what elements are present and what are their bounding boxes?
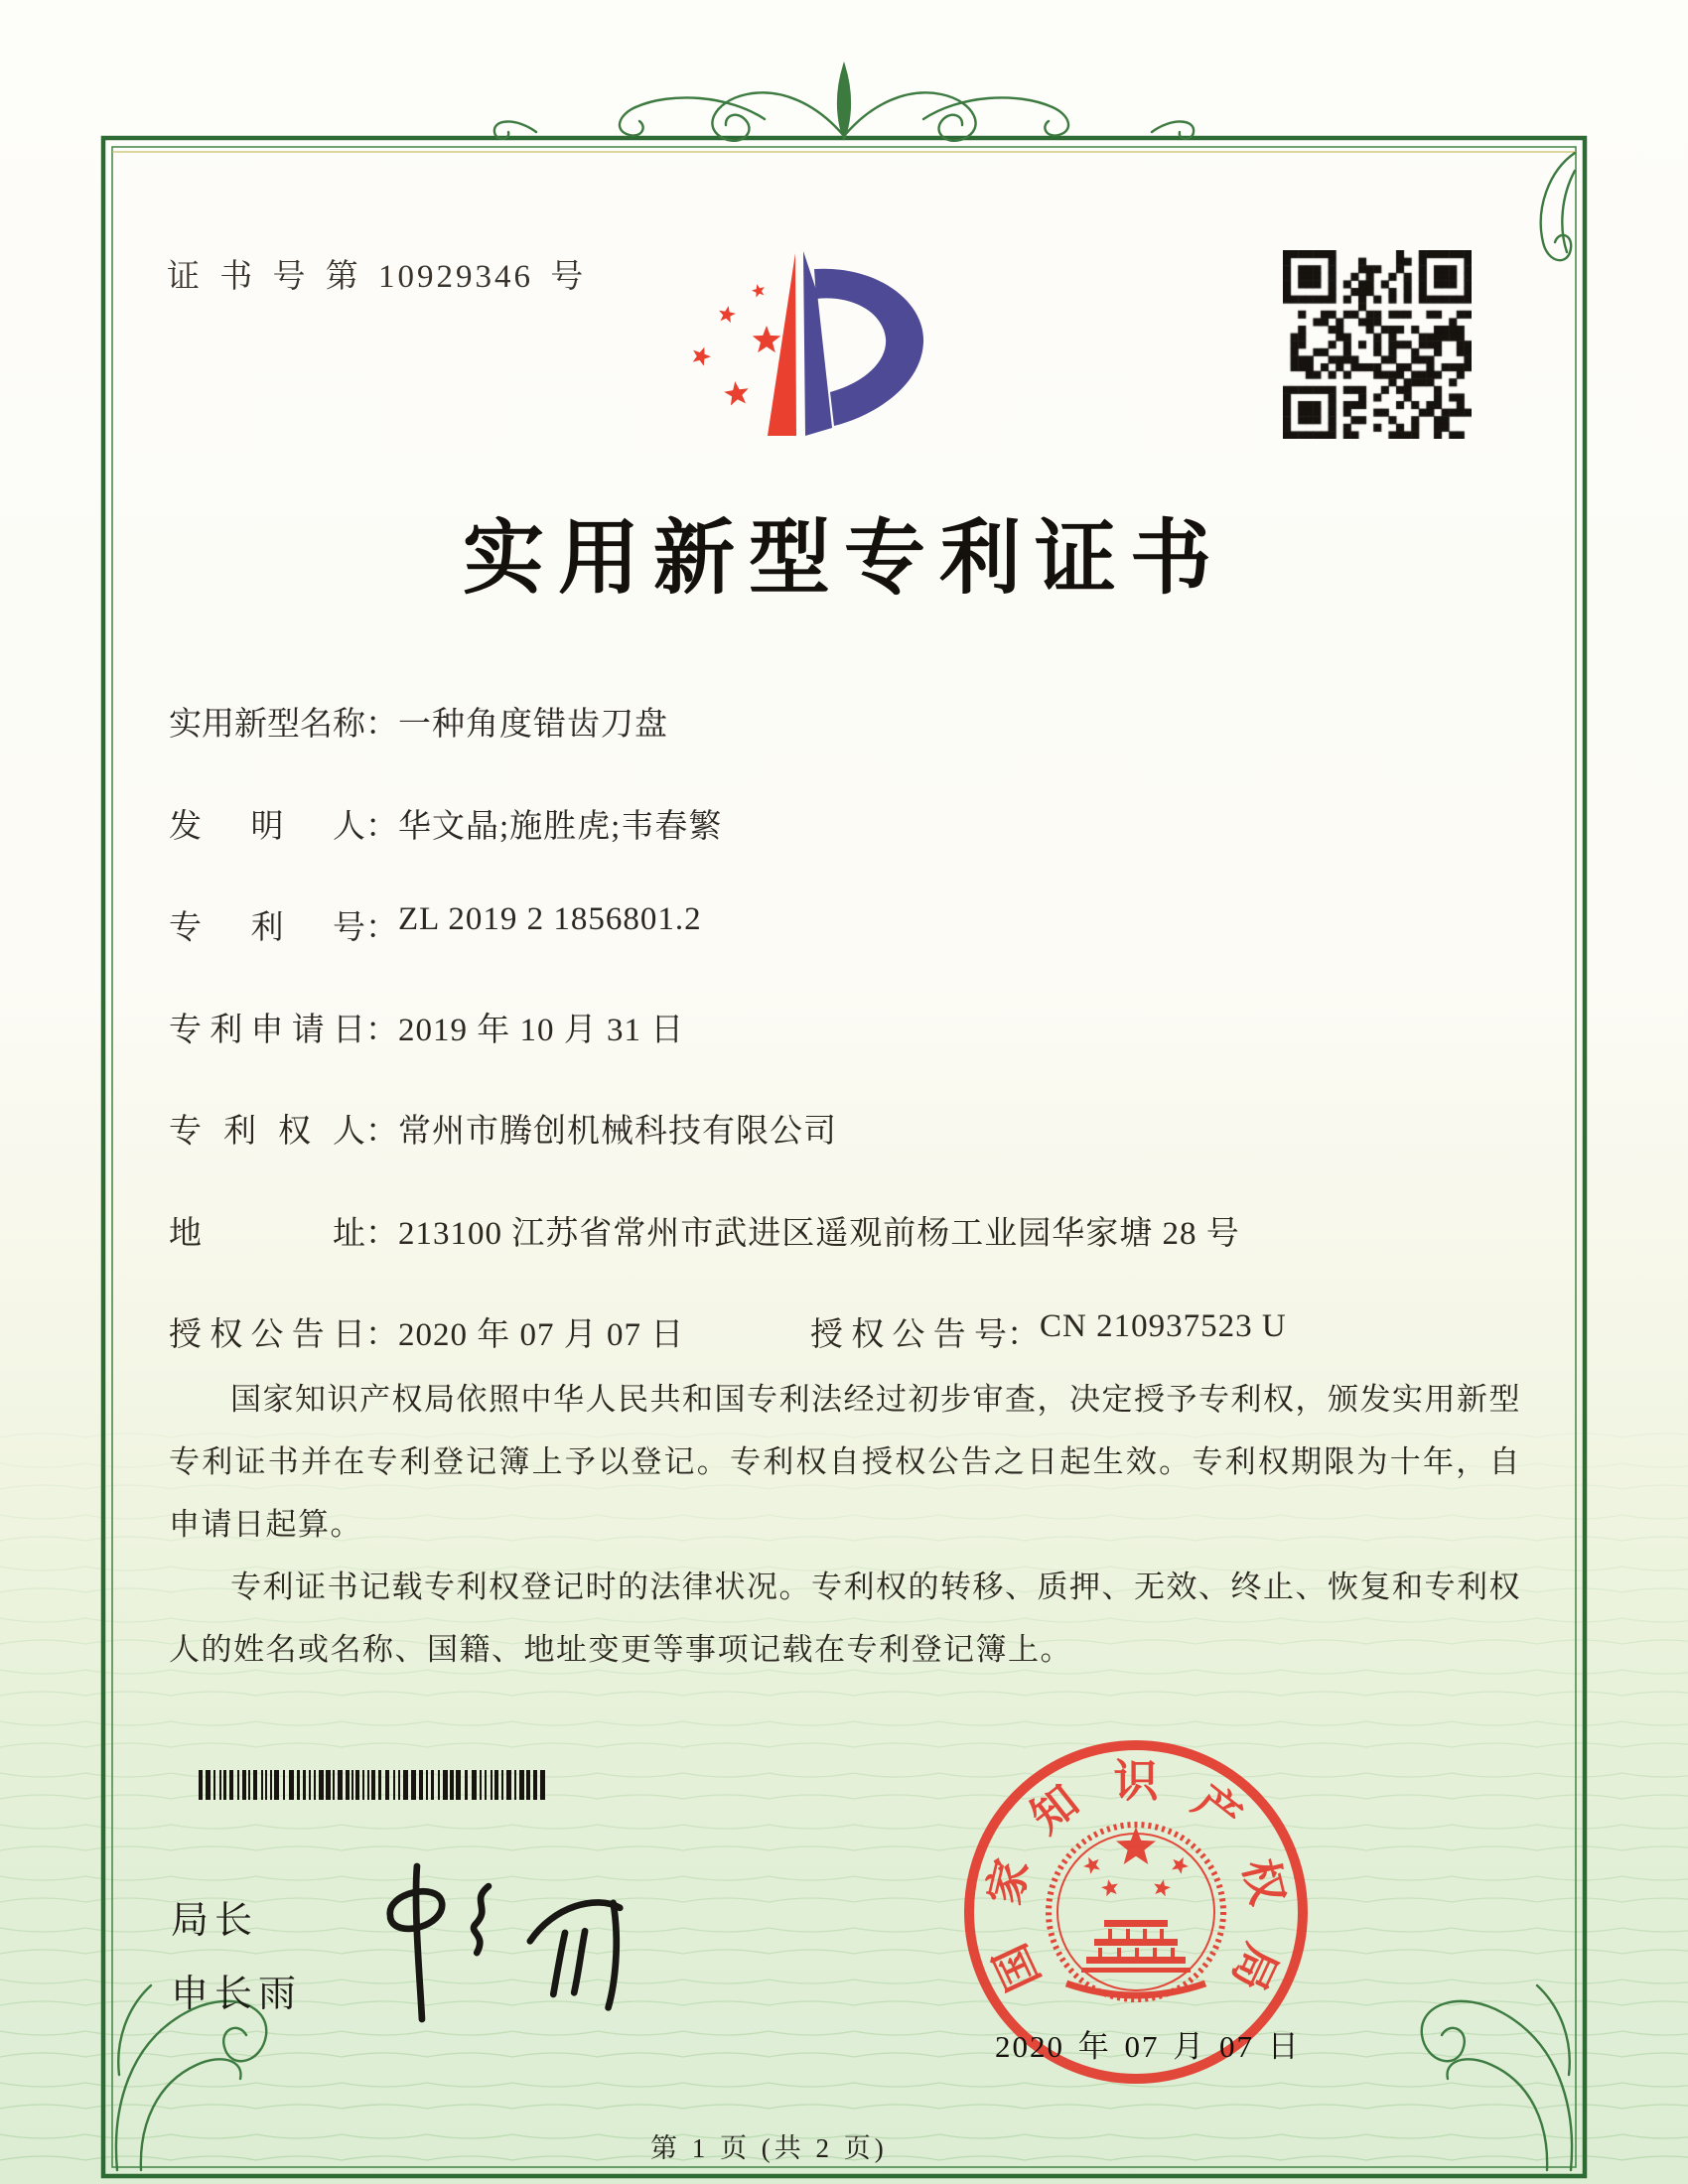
field-value: 213100 江苏省常州市武进区遥观前杨工业园华家塘 28 号	[398, 1215, 1240, 1252]
seal-date: 2020 年 07 月 07 日	[995, 2029, 1301, 2064]
field-label-2: 授权公告号	[810, 1317, 1007, 1353]
star-icon	[1101, 1879, 1118, 1896]
logo-p-bowl	[814, 269, 923, 426]
field-row	[169, 1094, 1539, 1196]
field-colon: ：	[365, 1317, 398, 1353]
field-label: 专利号	[169, 910, 365, 946]
field-row	[169, 1196, 1539, 1298]
field-label: 地址	[169, 1215, 365, 1252]
field-colon: ：	[365, 707, 398, 743]
field-row	[169, 993, 1539, 1095]
field-label: 实用新型名称	[169, 707, 365, 743]
seal-character: 知	[1022, 1776, 1088, 1843]
seal-character: 家	[979, 1853, 1039, 1910]
field-colon: ：	[365, 1215, 398, 1252]
field-value-2: CN 210937523 U	[1040, 1308, 1287, 1344]
field-value: 2020 年 07 月 07 日	[398, 1317, 685, 1353]
field-colon: ：	[365, 1012, 398, 1048]
director-title: 局长	[171, 1900, 259, 1942]
star-icon	[1083, 1857, 1100, 1874]
seal-character: 局	[1222, 1936, 1287, 1998]
field-colon: ：	[365, 910, 398, 946]
seal-gate	[1081, 1920, 1191, 1973]
star-icon	[1172, 1857, 1189, 1874]
star-icon	[1154, 1879, 1171, 1896]
star-icon	[724, 381, 749, 405]
barcode	[199, 1770, 556, 1800]
signature-icon	[365, 1848, 632, 2037]
signature	[365, 1848, 632, 2037]
director-name: 申长雨	[171, 1974, 303, 2015]
certificate-title: 实用新型专利证书	[462, 513, 1225, 604]
paragraph: 国家知识产权局依照中华人民共和国专利法经过初步审查，决定授予专利权，颁发实用新型专利证书并在专利登记簿上予以登记。专利权自授权公告之日起生效。专利权期限为十年，自申请日起算。	[169, 1382, 1521, 1542]
logo-stars	[693, 284, 781, 405]
certificate-number: 证 书 号 第 10929346 号	[167, 259, 587, 295]
star-icon	[752, 284, 765, 297]
star-icon	[1116, 1827, 1156, 1864]
seal-emblem-stars	[1083, 1827, 1189, 1896]
field-colon: ：	[365, 1114, 398, 1150]
star-icon	[753, 326, 781, 352]
seal-character: 产	[1184, 1776, 1250, 1843]
field-value: 常州市腾创机械科技有限公司	[398, 1114, 837, 1150]
field-pair-2	[810, 1308, 1287, 1355]
body-paragraphs	[169, 1368, 1521, 1681]
seal-character: 识	[1113, 1756, 1159, 1807]
field-row	[169, 890, 1539, 993]
qr-code	[1283, 250, 1472, 439]
cnipa-logo	[675, 241, 953, 442]
page-number: 第 1 页 (共 2 页)	[650, 2133, 888, 2163]
seal-character: 国	[985, 1936, 1050, 1998]
field-value: 华文晶;施胜虎;韦春繁	[398, 808, 723, 845]
field-row	[169, 687, 1539, 789]
field-colon: ：	[365, 808, 398, 845]
field-label: 专利申请日	[169, 1012, 365, 1048]
paragraph: 专利证书记载专利权登记时的法律状况。专利权的转移、质押、无效、终止、恢复和专利权人的姓名或名称、国籍、地址变更等事项记载在专利登记簿上。	[169, 1570, 1521, 1667]
star-icon	[719, 306, 736, 323]
field-row	[169, 789, 1539, 891]
field-colon-2: ：	[1007, 1317, 1040, 1353]
field-value: 2019 年 10 月 31 日	[398, 1012, 685, 1048]
star-icon	[693, 347, 711, 366]
seal-character: 权	[1233, 1853, 1293, 1910]
field-value: 一种角度错齿刀盘	[398, 707, 668, 743]
field-label: 发明人	[169, 808, 365, 845]
fields	[169, 687, 1539, 1400]
cnipa-logo-icon	[675, 241, 953, 442]
field-label: 授权公告日	[169, 1317, 365, 1353]
director-block	[171, 1884, 302, 2031]
field-label: 专利权人	[169, 1114, 365, 1150]
field-value: ZL 2019 2 1856801.2	[398, 901, 702, 937]
